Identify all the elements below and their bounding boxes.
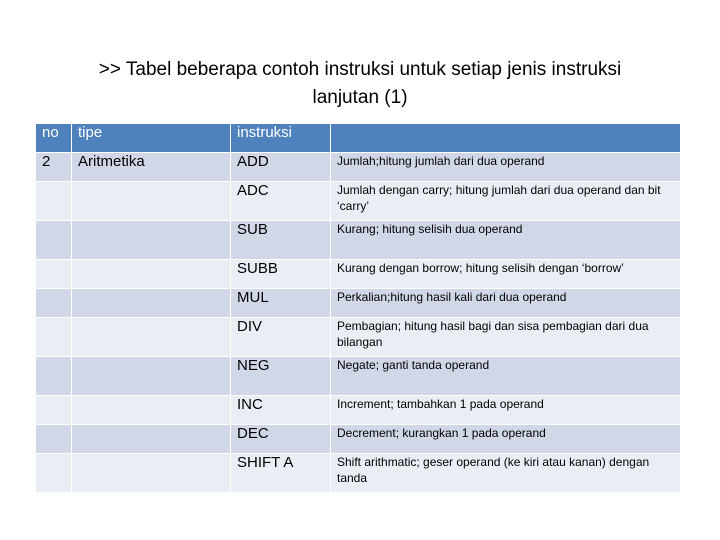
cell-no (36, 289, 72, 318)
title-line-2: lanjutan (1) (312, 87, 408, 108)
cell-instruksi: DIV (231, 318, 331, 357)
cell-keterangan: Kurang dengan borrow; hitung selisih dengan ‘borrow’ (331, 260, 681, 289)
cell-instruksi: ADD (231, 153, 331, 182)
cell-instruksi: SHIFT A (231, 454, 331, 493)
cell-instruksi: SUB (231, 221, 331, 260)
cell-no (36, 260, 72, 289)
header-instruksi: instruksi (231, 124, 331, 153)
cell-no (36, 357, 72, 396)
cell-keterangan: Kurang; hitung selisih dua operand (331, 221, 681, 260)
cell-keterangan: Pembagian; hitung hasil bagi dan sisa pembagian dari dua bilangan (331, 318, 681, 357)
instruction-table (35, 123, 681, 493)
cell-tipe (72, 260, 231, 289)
table-row (36, 454, 681, 493)
cell-tipe (72, 396, 231, 425)
cell-instruksi: SUBB (231, 260, 331, 289)
cell-instruksi: INC (231, 396, 331, 425)
cell-instruksi: MUL (231, 289, 331, 318)
cell-instruksi: NEG (231, 357, 331, 396)
cell-no (36, 396, 72, 425)
table-row (36, 260, 681, 289)
cell-no (36, 318, 72, 357)
cell-instruksi: DEC (231, 425, 331, 454)
cell-no: 2 (36, 153, 72, 182)
cell-tipe (72, 357, 231, 396)
cell-tipe: Aritmetika (72, 153, 231, 182)
cell-instruksi: ADC (231, 182, 331, 221)
cell-keterangan: Perkalian;hitung hasil kali dari dua operand (331, 289, 681, 318)
table-row (36, 182, 681, 221)
table-row (36, 289, 681, 318)
cell-keterangan: Shift arithmatic; geser operand (ke kiri atau kanan) dengan tanda (331, 454, 681, 493)
header-tipe: tipe (72, 124, 231, 153)
cell-tipe (72, 425, 231, 454)
cell-keterangan: Negate; ganti tanda operand (331, 357, 681, 396)
cell-no (36, 221, 72, 260)
table-row (36, 318, 681, 357)
cell-no (36, 425, 72, 454)
cell-tipe (72, 221, 231, 260)
table-row (36, 153, 681, 182)
table-row (36, 396, 681, 425)
cell-tipe (72, 318, 231, 357)
cell-no (36, 454, 72, 493)
header-no: no (36, 124, 72, 153)
table-row (36, 221, 681, 260)
table-row (36, 425, 681, 454)
header-keterangan (331, 124, 681, 153)
page-title (40, 56, 680, 112)
table-header-row (36, 124, 681, 153)
cell-tipe (72, 182, 231, 221)
cell-tipe (72, 289, 231, 318)
cell-keterangan: Jumlah;hitung jumlah dari dua operand (331, 153, 681, 182)
cell-tipe (72, 454, 231, 493)
title-line-1: >> Tabel beberapa contoh instruksi untuk setiap jenis instruksi (98, 59, 622, 80)
cell-keterangan: Increment; tambahkan 1 pada operand (331, 396, 681, 425)
cell-no (36, 182, 72, 221)
cell-keterangan: Decrement; kurangkan 1 pada operand (331, 425, 681, 454)
cell-keterangan: Jumlah dengan carry; hitung jumlah dari dua operand dan bit ‘carry’ (331, 182, 681, 221)
table-row (36, 357, 681, 396)
